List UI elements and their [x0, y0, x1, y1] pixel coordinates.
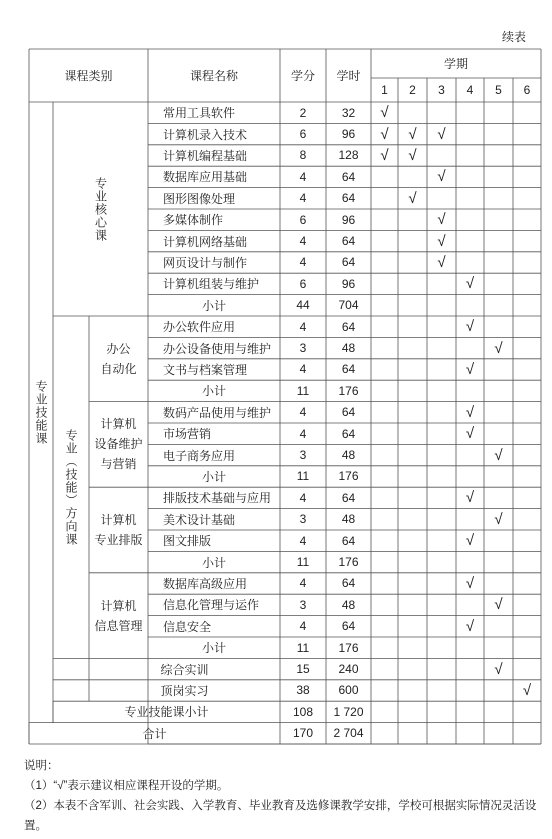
semester-check: √ [380, 104, 389, 122]
credits-cell: 11 [296, 383, 310, 398]
course-name: 计算机网络基础 [163, 234, 248, 249]
credits-cell: 6 [299, 212, 307, 227]
hours-cell: 48 [341, 512, 356, 527]
hours-cell: 64 [341, 255, 356, 270]
hours-cell: 1 720 [333, 704, 364, 719]
course-name: 文书与档案管理 [163, 362, 248, 377]
hours-cell: 240 [338, 662, 359, 677]
credits-cell: 11 [296, 469, 310, 484]
semester-check: √ [465, 275, 475, 293]
hours-cell: 96 [341, 127, 356, 142]
hours-cell: 64 [341, 234, 356, 249]
credits-cell: 4 [299, 490, 307, 505]
semester-check: √ [437, 211, 446, 229]
credits-cell: 4 [299, 619, 307, 634]
hours-cell: 64 [341, 191, 356, 206]
credits-cell: 4 [299, 533, 307, 548]
semester-check: √ [494, 446, 503, 464]
hours-cell: 32 [341, 105, 356, 120]
credits-cell: 4 [299, 426, 307, 441]
credits-cell: 3 [299, 512, 307, 527]
semester-number: 4 [466, 83, 474, 97]
subtotal-label: 小计 [201, 641, 226, 656]
group-layout: 计算机 专业排版 [94, 512, 143, 547]
continued-label: 续表 [501, 30, 526, 44]
course-name: 电子商务应用 [163, 448, 236, 463]
semester-check: √ [494, 339, 503, 357]
course-name: 办公软件应用 [163, 320, 236, 335]
credits-cell: 4 [299, 169, 307, 184]
course-name: 数据库高级应用 [163, 576, 248, 591]
notes-title: 说明： [24, 760, 59, 772]
semester-check: √ [494, 596, 503, 614]
semester-check: √ [437, 232, 446, 250]
group-skills: 专业技能课 [34, 379, 48, 445]
semester-number: 2 [409, 83, 416, 97]
subtotal-label: 小计 [201, 469, 226, 484]
semester-check: √ [408, 125, 417, 143]
group-core: 专业核心课 [93, 176, 108, 242]
semester-check: √ [408, 189, 417, 207]
course-name: 合计 [142, 726, 167, 741]
hours-cell: 600 [338, 683, 359, 698]
hours-cell: 64 [341, 319, 356, 334]
hours-cell: 64 [341, 619, 356, 634]
course-name: 图形图像处理 [163, 191, 236, 206]
note-1: （1）“√”表示建议相应课程开设的学期。 [24, 780, 229, 792]
hours-cell: 96 [341, 276, 356, 291]
note-2: （2）本表不含军训、社会实践、入学教育、毕业教育及选修课教学安排，学校可根据实际情况灵活设置。 [24, 800, 537, 832]
semester-check: √ [380, 125, 389, 143]
hours-cell: 176 [338, 640, 359, 655]
header-credits: 学分 [290, 69, 315, 83]
credits-cell: 4 [299, 405, 307, 420]
credits-cell: 8 [299, 148, 307, 163]
semester-check: √ [494, 660, 503, 678]
course-name: 计算机组装与维护 [163, 277, 260, 292]
credits-cell: 3 [299, 448, 307, 463]
hours-cell: 48 [341, 341, 356, 356]
semester-check: √ [437, 253, 446, 271]
group-info: 计算机 信息管理 [94, 598, 143, 633]
hours-cell: 48 [341, 448, 356, 463]
semester-check: √ [465, 318, 475, 336]
group-equip: 计算机 设备维护 与营销 [94, 417, 143, 472]
semester-check: √ [465, 617, 475, 635]
subtotal-label: 小计 [201, 384, 226, 399]
semester-check: √ [465, 574, 475, 592]
credits-cell: 11 [296, 640, 310, 655]
hours-cell: 96 [341, 212, 356, 227]
course-name: 数据库应用基础 [163, 170, 248, 185]
course-name: 信息安全 [163, 619, 212, 634]
credits-cell: 3 [299, 341, 307, 356]
semester-check: √ [465, 360, 475, 378]
credits-cell: 6 [299, 127, 307, 142]
hours-cell: 2 704 [333, 726, 364, 741]
subtotal-label: 小计 [201, 555, 226, 570]
credits-cell: 6 [299, 276, 307, 291]
group-office: 办公 自动化 [100, 341, 137, 376]
semester-check: √ [465, 489, 475, 507]
course-name: 计算机录入技术 [163, 127, 248, 142]
semester-check: √ [408, 146, 417, 164]
course-name: 市场营销 [163, 427, 212, 442]
credits-cell: 15 [296, 662, 310, 677]
credits-cell: 11 [296, 555, 310, 570]
credits-cell: 108 [292, 704, 314, 719]
hours-cell: 64 [341, 490, 356, 505]
semester-check: √ [465, 403, 475, 421]
semester-number: 6 [523, 83, 531, 97]
hours-cell: 64 [341, 362, 356, 377]
hours-cell: 704 [338, 298, 359, 313]
course-name: 专业技能课小计 [124, 705, 209, 720]
credits-cell: 4 [299, 362, 307, 377]
semester-check: √ [437, 168, 446, 186]
hours-cell: 176 [338, 383, 359, 398]
course-name: 办公设备使用与维护 [163, 341, 272, 356]
course-name: 顶岗实习 [160, 683, 209, 698]
hours-cell: 176 [338, 469, 359, 484]
hours-cell: 64 [341, 426, 356, 441]
semester-number: 1 [381, 83, 388, 97]
header-semester: 学期 [443, 57, 468, 71]
credits-cell: 3 [299, 597, 307, 612]
semester-check: √ [380, 146, 389, 164]
course-name: 网页设计与制作 [163, 255, 248, 270]
notes [24, 756, 542, 836]
course-name: 常用工具软件 [163, 106, 236, 121]
hours-cell: 64 [341, 405, 356, 420]
semester-check: √ [465, 425, 475, 443]
hours-cell: 64 [341, 576, 356, 591]
semester-check: √ [437, 125, 446, 143]
credits-cell: 38 [296, 683, 310, 698]
header-hours: 学时 [336, 69, 361, 83]
course-name: 数码产品使用与维护 [163, 405, 272, 420]
credits-cell: 44 [296, 298, 310, 313]
group-direction: 专业（技能）方向课 [64, 428, 78, 546]
credits-cell: 4 [299, 576, 307, 591]
hours-cell: 128 [338, 148, 359, 163]
semester-number: 5 [495, 83, 502, 97]
credits-cell: 4 [299, 255, 307, 270]
header-course-name: 课程名称 [189, 69, 238, 83]
credits-cell: 2 [299, 105, 307, 120]
credits-cell: 4 [299, 319, 307, 334]
course-name: 图文排版 [163, 534, 212, 549]
semester-number: 3 [438, 83, 445, 97]
subtotal-label: 小计 [201, 298, 226, 313]
course-name: 多媒体制作 [163, 213, 224, 228]
semester-check: √ [494, 510, 503, 528]
course-name: 计算机编程基础 [163, 148, 248, 163]
course-name: 信息化管理与运作 [163, 598, 260, 613]
hours-cell: 64 [341, 533, 356, 548]
hours-cell: 48 [341, 597, 356, 612]
hours-cell: 176 [338, 555, 359, 570]
header-category: 课程类别 [64, 69, 113, 83]
semester-check: √ [522, 681, 532, 699]
credits-cell: 4 [299, 191, 307, 206]
course-name: 美术设计基础 [163, 512, 236, 527]
semester-check: √ [465, 532, 475, 550]
course-name: 综合实训 [160, 662, 209, 677]
hours-cell: 64 [341, 169, 356, 184]
credits-cell: 4 [299, 234, 307, 249]
credits-cell: 170 [292, 726, 314, 741]
course-name: 排版技术基础与应用 [163, 491, 272, 506]
